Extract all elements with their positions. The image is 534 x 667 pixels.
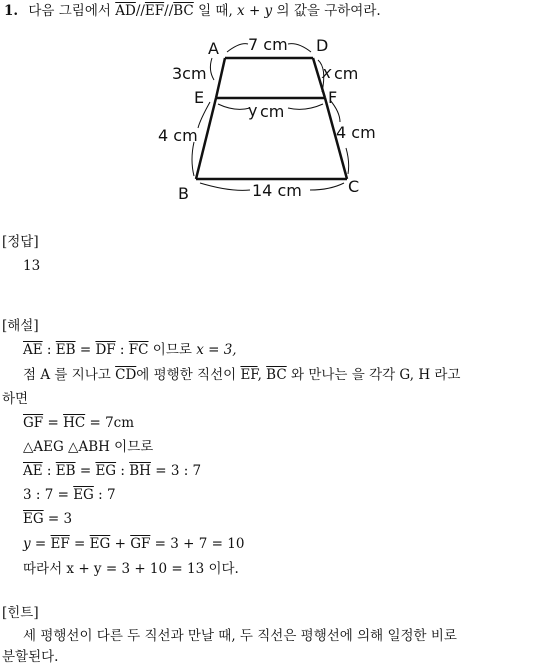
solution-text: = 3 : 7 (150, 463, 202, 479)
segment-bc: $\overline{BC}$ (173, 3, 194, 19)
seg-eg: $\overline{EG}$ (89, 536, 111, 552)
problem-statement (4, 2, 381, 20)
label-bc: 14 cm (252, 181, 302, 200)
problem-text-post: 의 값을 구하여라. (276, 3, 381, 19)
label-df-var: x (322, 63, 332, 82)
solution-header: [해설] (2, 318, 39, 334)
problem-text-mid: 일 때, (198, 3, 233, 19)
hint-header: [힌트] (2, 605, 39, 621)
point-b-label: B (178, 184, 189, 203)
parallel-sign: // (135, 3, 145, 19)
seg-bh: $\overline{BH}$ (129, 463, 151, 479)
seg-eg: $\overline{EG}$ (73, 487, 94, 503)
seg-bc: $\overline{BC}$ (266, 367, 287, 383)
label-fc: 4 cm (336, 123, 376, 142)
solution-text: = 3 (43, 511, 73, 527)
problem-text-pre: 다음 그림에서 (28, 3, 111, 19)
seg-ae: $\overline{AE}$ (23, 463, 43, 479)
problem-number: 1. (4, 3, 19, 19)
solution-line-10: 따라서 x + y = 3 + 10 = 13 이다. (23, 561, 239, 577)
solution-text: : 7 (93, 487, 116, 503)
solution-line-1 (23, 341, 237, 359)
parallel-sign: // (164, 3, 174, 19)
seg-cd: $\overline{CD}$ (115, 367, 137, 383)
label-df-unit: cm (334, 64, 359, 83)
equals: = (43, 415, 64, 431)
ratio-colon: : (116, 463, 130, 479)
brace-ae (210, 58, 214, 80)
problem-expr: x + y (237, 3, 273, 19)
solution-text: 점 A 를 지나고 (23, 367, 111, 383)
point-d-label: D (316, 36, 329, 55)
seg-ef: $\overline{EF}$ (240, 367, 258, 383)
solution-text: 이므로 (148, 342, 197, 358)
answer-header: [정답] (2, 234, 39, 250)
plus: + (110, 536, 131, 552)
hint-line-2: 분할된다. (2, 649, 59, 665)
seg-gf: $\overline{GF}$ (130, 536, 151, 552)
solution-line-3: 하면 (2, 391, 29, 407)
solution-text: 3 : 7 = (23, 487, 74, 503)
trapezoid-figure (150, 28, 390, 208)
seg-eg: $\overline{EG}$ (23, 511, 44, 527)
solution-line-9 (23, 535, 244, 553)
comma: , (257, 367, 262, 383)
seg-fc: $\overline{FC}$ (128, 342, 149, 358)
solution-text: = 7cm (85, 415, 135, 431)
seg-ae: $\overline{AE}$ (23, 342, 43, 358)
segment-ad: $\overline{AD}$ (115, 3, 136, 19)
equals: = (75, 342, 96, 358)
label-eb: 4 cm (158, 126, 198, 145)
label-ef-var: y (248, 101, 258, 120)
ratio-colon: : (115, 342, 129, 358)
segment-ef: $\overline{EF}$ (144, 3, 165, 19)
ratio-colon: : (42, 342, 56, 358)
equals: = (69, 536, 90, 552)
seg-gf: $\overline{GF}$ (23, 415, 44, 431)
answer-value: 13 (23, 258, 41, 274)
seg-ef: $\overline{EF}$ (50, 536, 70, 552)
point-c-label: C (348, 177, 360, 196)
label-ae: 3cm (172, 64, 207, 83)
point-e-label: E (194, 88, 205, 107)
solution-text: y = (23, 536, 51, 552)
solution-line-8 (23, 510, 72, 528)
solution-line-6 (23, 462, 201, 480)
label-ef-unit: cm (260, 102, 285, 121)
solution-line-4 (23, 414, 134, 432)
point-a-label: A (208, 39, 219, 58)
label-ad: 7 cm (248, 35, 288, 54)
solution-text: = 3 + 7 = 10 (150, 536, 245, 552)
solution-result: x = 3, (196, 342, 237, 358)
hint-line-1: 세 평행선이 다른 두 직선과 만날 때, 두 직선은 평행선에 의해 일정한 비로 (23, 628, 457, 644)
seg-hc: $\overline{HC}$ (63, 415, 86, 431)
ratio-colon: : (42, 463, 56, 479)
solution-text: 와 만나는 을 각각 G, H 라고 (290, 367, 461, 383)
solution-line-2 (23, 366, 460, 384)
seg-eb: $\overline{EB}$ (55, 463, 76, 479)
equals: = (75, 463, 96, 479)
seg-eg: $\overline{EG}$ (95, 463, 117, 479)
seg-df: $\overline{DF}$ (95, 342, 116, 358)
seg-eb: $\overline{EB}$ (55, 342, 76, 358)
solution-line-7 (23, 486, 116, 504)
edge-ae (216, 58, 225, 98)
solution-text: 에 평행한 직선이 (136, 367, 237, 383)
point-f-label: F (328, 88, 338, 107)
solution-line-5: △AEG △ABH 이므로 (23, 439, 154, 455)
